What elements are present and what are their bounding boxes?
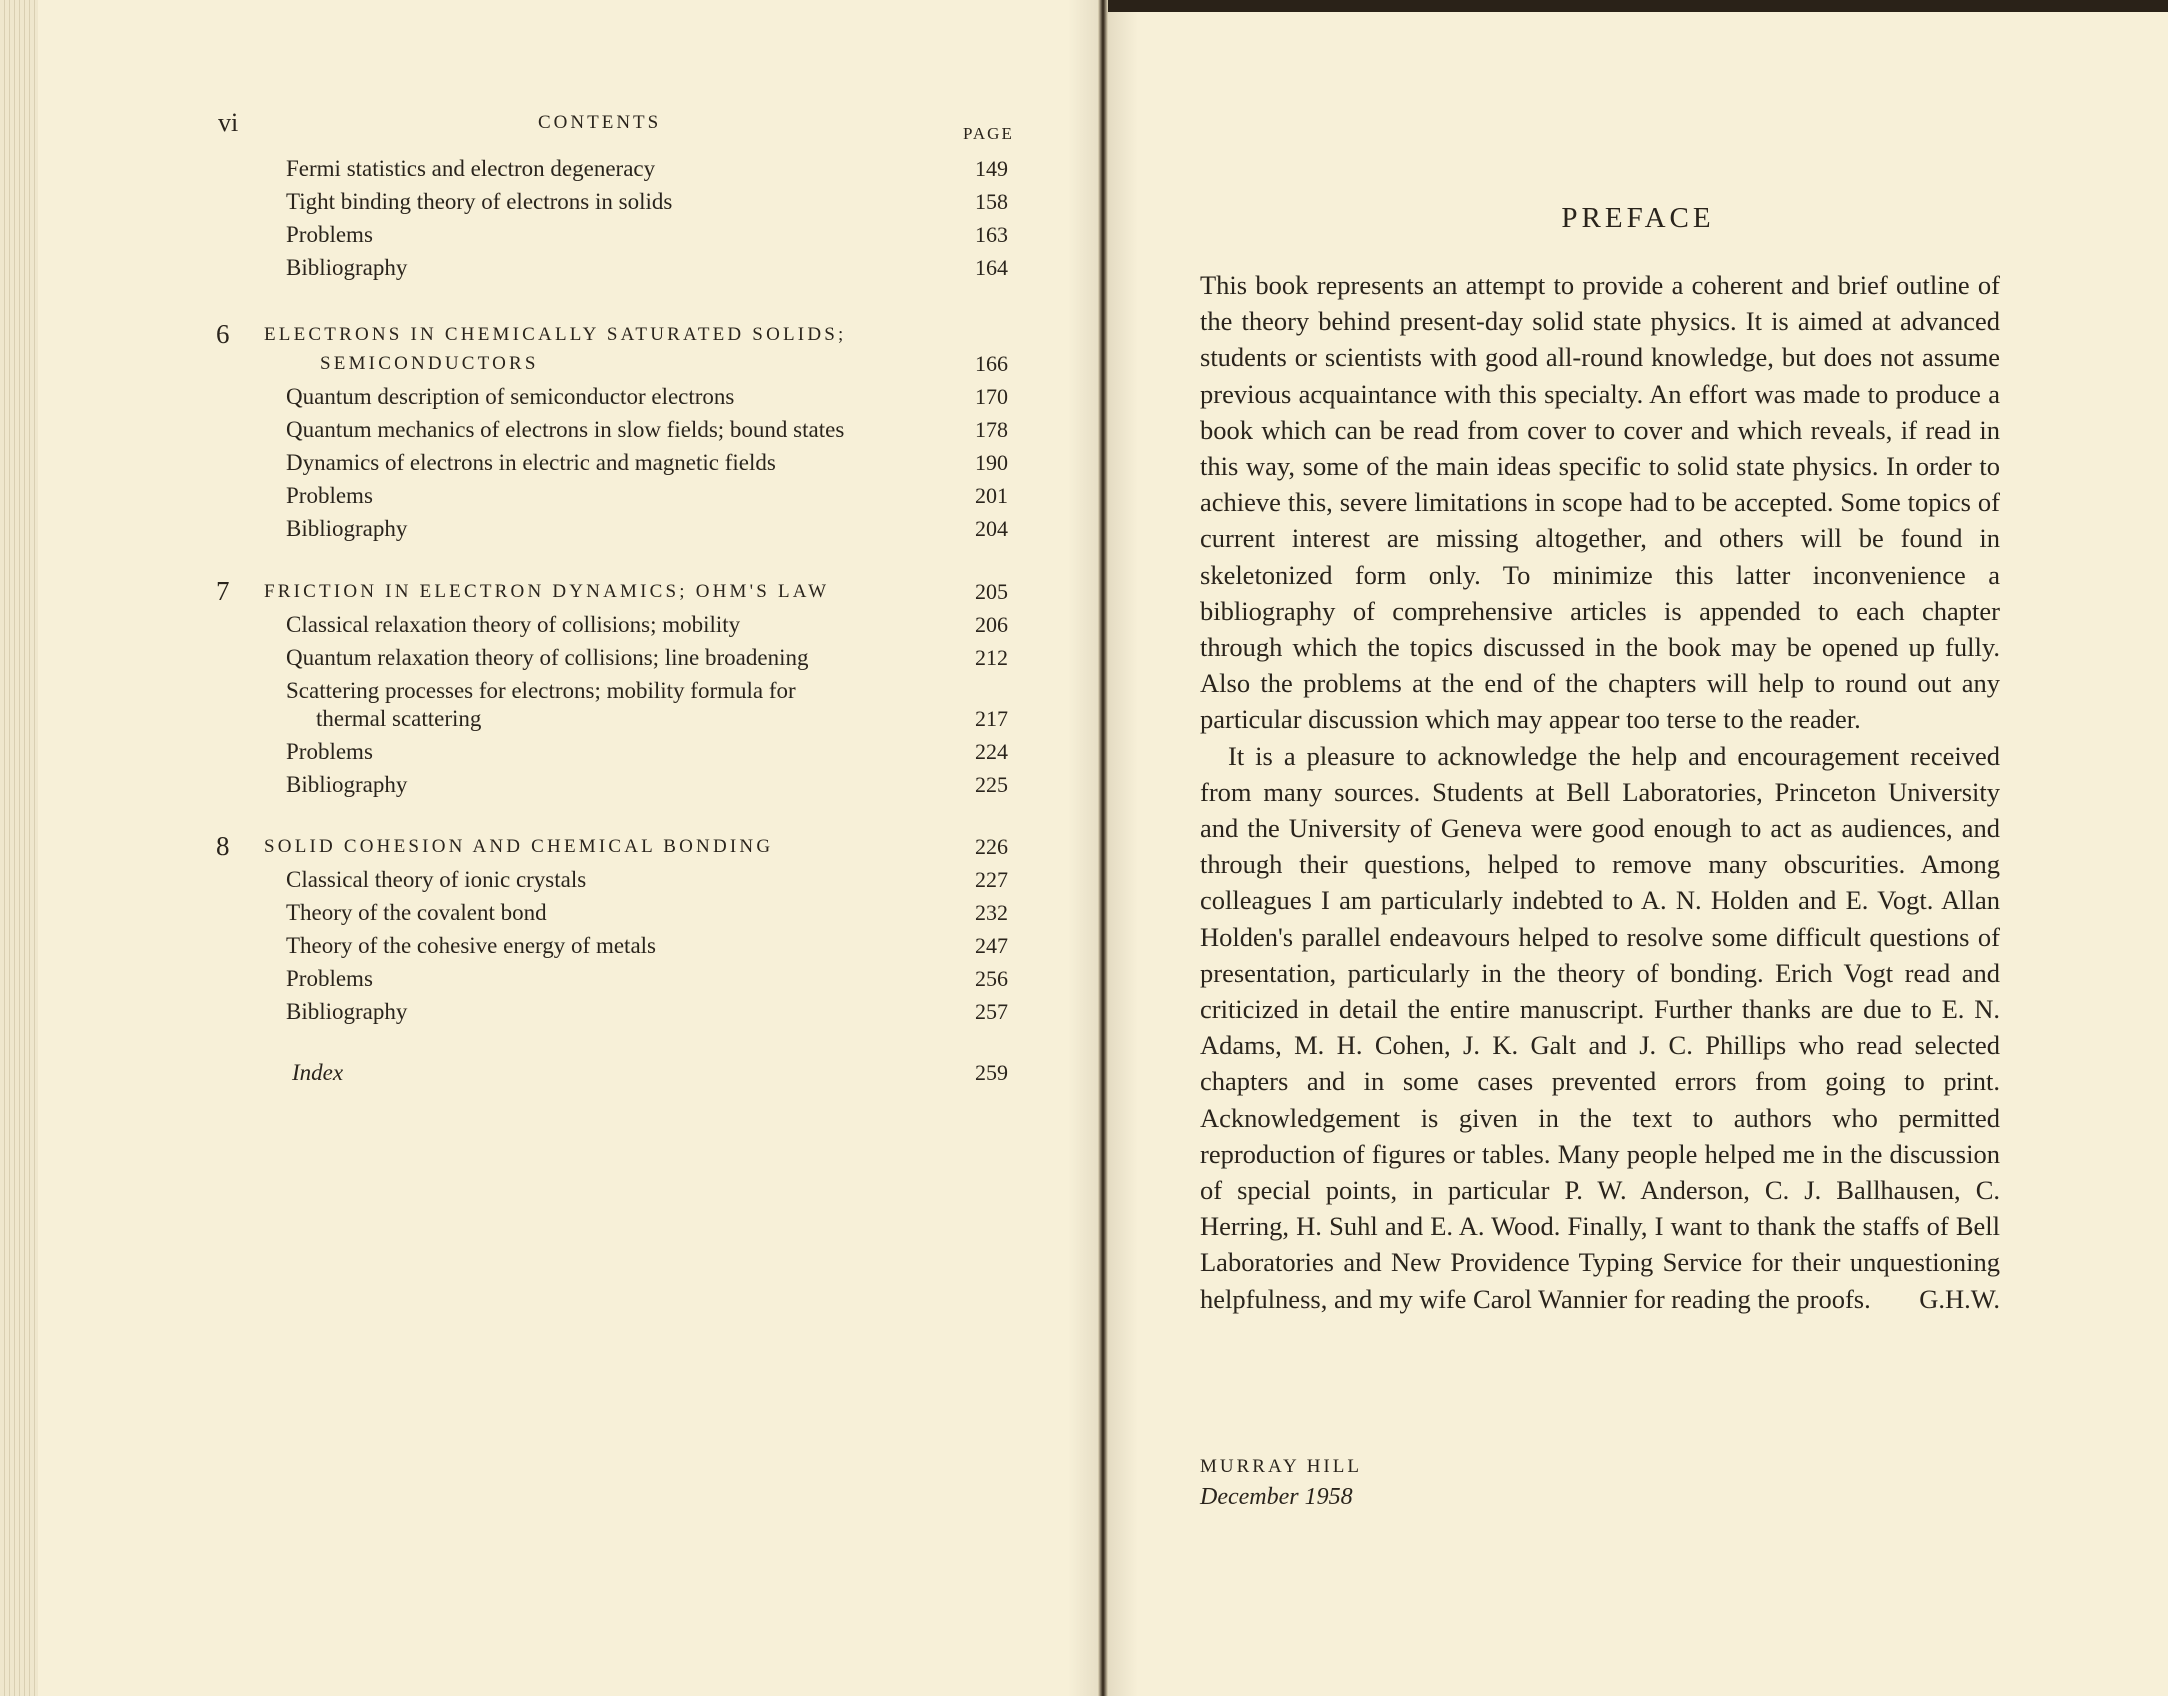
toc-entry-row bbox=[38, 863, 1098, 896]
toc-entry-row bbox=[38, 929, 1098, 962]
preface-paragraph bbox=[1200, 738, 2000, 1317]
section-title: Classical theory of ionic crystals bbox=[286, 867, 587, 892]
toc-entry-row bbox=[38, 152, 1098, 185]
page-number: 217 bbox=[975, 706, 1008, 731]
toc-entry-row bbox=[38, 380, 1098, 413]
toc-entry-row bbox=[38, 185, 1098, 218]
page-number: 158 bbox=[975, 189, 1008, 214]
section-title: Bibliography bbox=[286, 516, 408, 541]
page-number: 232 bbox=[975, 900, 1008, 925]
preface-title: PREFACE bbox=[1561, 202, 1715, 234]
toc-chapter-row bbox=[38, 830, 1098, 863]
page-number: 201 bbox=[975, 483, 1008, 508]
page-number: 226 bbox=[975, 834, 1008, 859]
page-number: 206 bbox=[975, 612, 1008, 637]
chapter-title: ELECTRONS IN CHEMICALLY SATURATED SOLIDS; bbox=[264, 324, 847, 345]
toc-entry-row bbox=[38, 608, 1098, 641]
toc-entry-row bbox=[38, 995, 1098, 1028]
page-number: 163 bbox=[975, 222, 1008, 247]
page-number: 225 bbox=[975, 772, 1008, 797]
page-number: 166 bbox=[975, 351, 1008, 376]
preface-paragraph-text: It is a pleasure to acknowledge the help and encouragement received from many sources. Students at Bell Laboratories, Princeton University and the University of Geneva were good enough to act as audiences, and through their questions, helped to remove many obscurities. Among colleagues I am particularly indebted to A. N. Holden and E. Vogt. Allan Holden's parallel endeavours helped to resolve some difficult questions of presentation, particularly in the theory of bonding. Erich Vogt read and criticized in detail the entire manuscript. Further thanks are due to E. N. Adams, M. H. Cohen, J. K. Galt and J. C. Phillips who read selected chapters and in some cases prevented errors from going to print. Acknowledgement is given in the text to authors who permitted reproduction of figures or tables. Many people helped me in the discussion of special points, in particular P. W. Anderson, C. J. Ballhausen, C. Herring, H. Suhl and E. A. Wood. Finally, I want to thank the staffs of Bell Laboratories and New Providence Typing Service for their unquestioning helpfulness, and my wife Carol Wannier for reading the proofs. bbox=[1200, 740, 2000, 1314]
page-edges bbox=[0, 0, 38, 1696]
preface-page bbox=[1108, 12, 2168, 1696]
toc-entry-row bbox=[38, 1056, 1098, 1089]
page-number: 224 bbox=[975, 739, 1008, 764]
chapter-title: SEMICONDUCTORS bbox=[320, 353, 539, 374]
gutter-shadow bbox=[1108, 12, 1138, 1696]
toc-entry-row bbox=[38, 479, 1098, 512]
section-title: Quantum mechanics of electrons in slow fields; bound states bbox=[286, 417, 845, 442]
section-title: Quantum relaxation theory of collisions; line broadening bbox=[286, 645, 809, 670]
section-title: Quantum description of semiconductor electrons bbox=[286, 384, 735, 409]
section-title: Bibliography bbox=[286, 772, 408, 797]
toc-entry-row bbox=[38, 962, 1098, 995]
page-number: 164 bbox=[975, 255, 1008, 280]
toc-entry-row bbox=[38, 347, 1098, 380]
page-number: 259 bbox=[975, 1060, 1008, 1085]
book-gutter bbox=[1098, 0, 1108, 1696]
page-number: 190 bbox=[975, 450, 1008, 475]
section-title: Theory of the cohesive energy of metals bbox=[286, 933, 656, 958]
section-title: Bibliography bbox=[286, 999, 408, 1024]
chapter-number: 8 bbox=[216, 831, 230, 861]
running-head: CONTENTS bbox=[538, 112, 662, 133]
page-number: 178 bbox=[975, 417, 1008, 442]
section-title: Dynamics of electrons in electric and magnetic fields bbox=[286, 450, 776, 475]
page-number: 257 bbox=[975, 999, 1008, 1024]
preface-body bbox=[1200, 267, 2000, 1317]
section-title: Bibliography bbox=[286, 255, 408, 280]
toc-entry-row bbox=[38, 768, 1098, 801]
page-column-heading: PAGE bbox=[963, 124, 1014, 143]
page-number: 212 bbox=[975, 645, 1008, 670]
index-entry: Index bbox=[292, 1060, 344, 1085]
toc-entry-row bbox=[38, 512, 1098, 545]
toc-entry-row bbox=[38, 896, 1098, 929]
section-title: Scattering processes for electrons; mobility formula for bbox=[286, 678, 796, 703]
preface-paragraph: This book represents an attempt to provide a coherent and brief outline of the theory behind present-day solid state physics. It is aimed at advanced students or scientists with good all-round knowledge, but does not assume previous acquaintance with this specialty. An effort was made to produce a book which can be read from cover to cover and which reveals, if read in this way, some of the main ideas specific to solid state physics. In order to achieve this, severe limitations in scope had to be accepted. Some topics of current interest are missing altogether, and others will be found in skeletonized form only. To minimize this latter inconvenience a bibliography of comprehensive articles is appended to each chapter through which the topics discussed in the book may be opened up fully. Also the problems at the end of the chapters will help to round out any particular discussion which may appear too terse to the reader. bbox=[1200, 270, 2000, 735]
page-folio: vi bbox=[218, 108, 239, 137]
contents-page bbox=[38, 0, 1098, 1696]
page-number: 227 bbox=[975, 867, 1008, 892]
page-number: 204 bbox=[975, 516, 1008, 541]
section-title: Problems bbox=[286, 966, 373, 991]
place-line: MURRAY HILL bbox=[1200, 1456, 1362, 1477]
toc-chapter-row bbox=[38, 575, 1098, 608]
toc-entry-row bbox=[38, 218, 1098, 251]
toc-entry-row bbox=[38, 735, 1098, 768]
chapter-title: SOLID COHESION AND CHEMICAL BONDING bbox=[264, 836, 774, 857]
toc-entry-row bbox=[38, 702, 1098, 735]
section-title: Classical relaxation theory of collisions; mobility bbox=[286, 612, 741, 637]
page-number: 170 bbox=[975, 384, 1008, 409]
chapter-title: FRICTION IN ELECTRON DYNAMICS; OHM'S LAW bbox=[264, 581, 830, 602]
page-number: 205 bbox=[975, 579, 1008, 604]
toc-entry-row bbox=[38, 251, 1098, 284]
toc-entry-row bbox=[38, 641, 1098, 674]
section-title: Problems bbox=[286, 483, 373, 508]
page-number: 149 bbox=[975, 156, 1008, 181]
page-number: 247 bbox=[975, 933, 1008, 958]
chapter-number: 6 bbox=[216, 319, 230, 349]
section-title: Tight binding theory of electrons in solids bbox=[286, 189, 673, 214]
section-title: Fermi statistics and electron degeneracy bbox=[286, 156, 656, 181]
toc-entry-row bbox=[38, 413, 1098, 446]
section-title: Theory of the covalent bond bbox=[286, 900, 547, 925]
section-title: Problems bbox=[286, 739, 373, 764]
toc-entry-row bbox=[38, 446, 1098, 479]
section-title: thermal scattering bbox=[316, 706, 482, 731]
section-title: Problems bbox=[286, 222, 373, 247]
chapter-number: 7 bbox=[216, 576, 230, 606]
page-number: 256 bbox=[975, 966, 1008, 991]
date-line: December 1958 bbox=[1200, 1484, 1353, 1510]
author-initials: G.H.W. bbox=[1919, 1283, 2000, 1314]
